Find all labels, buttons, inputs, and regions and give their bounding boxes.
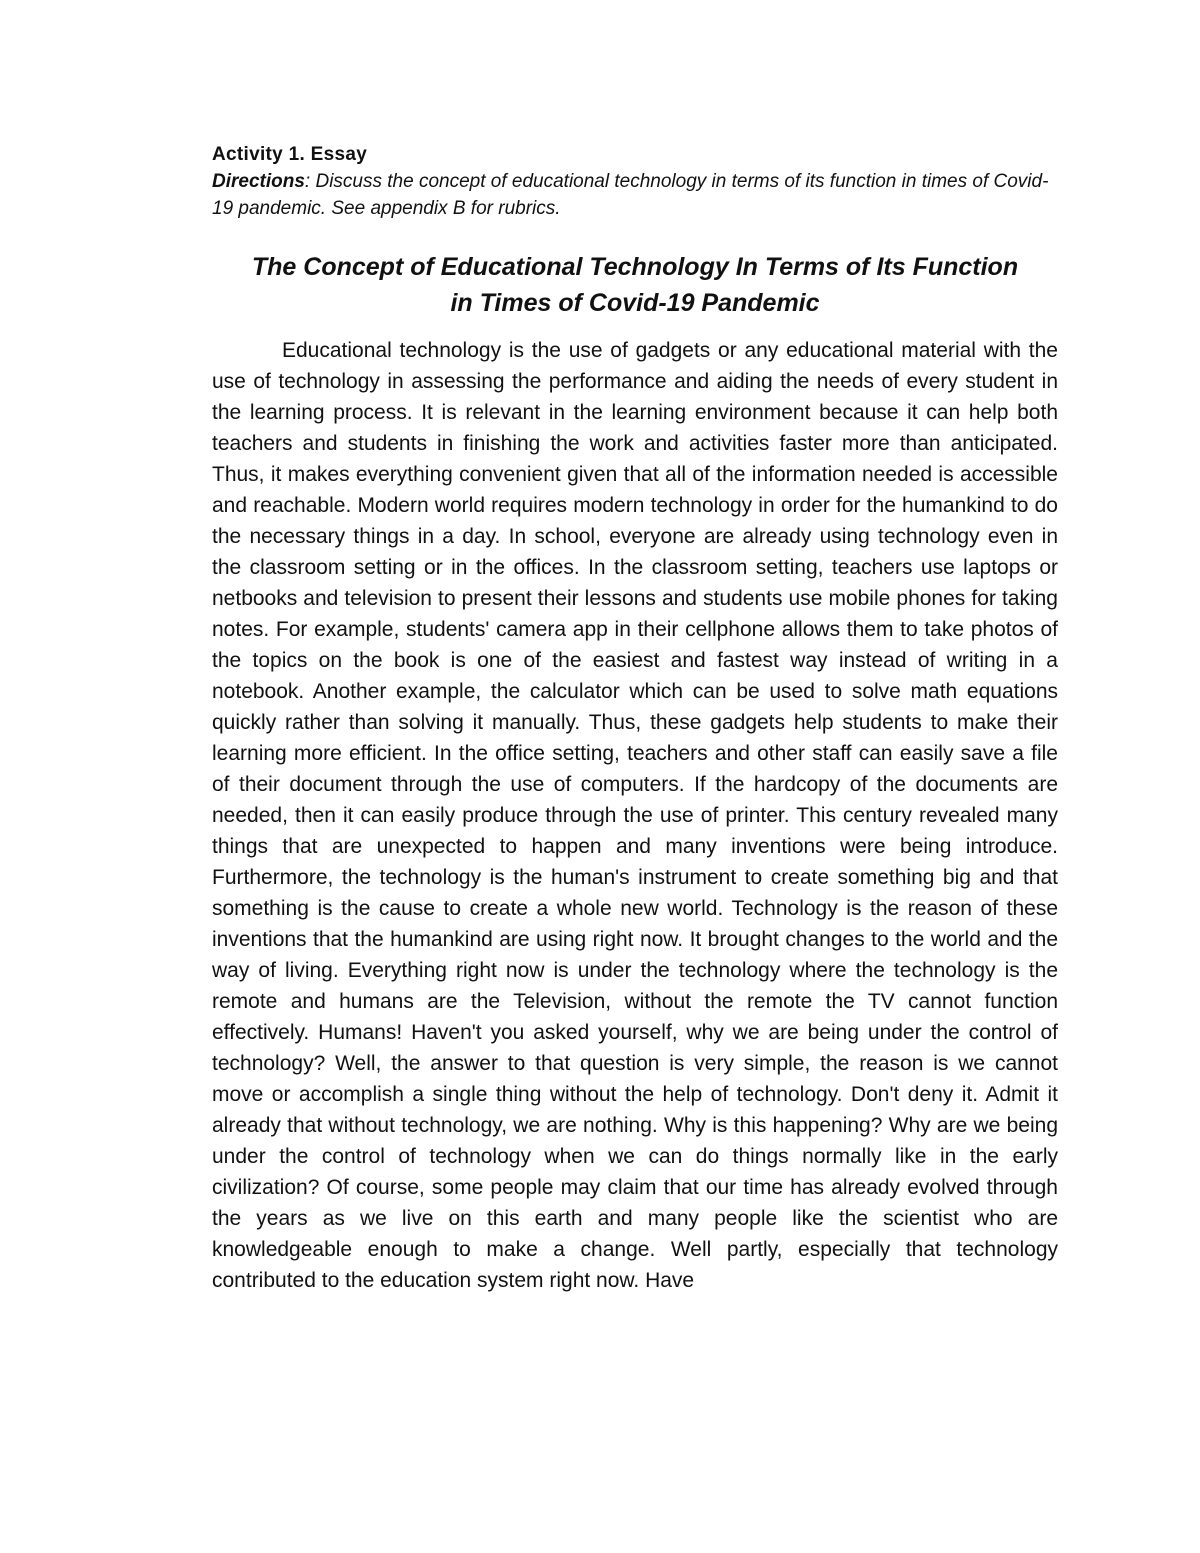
essay-title bbox=[212, 249, 1058, 321]
directions bbox=[212, 168, 1058, 222]
page-content bbox=[212, 141, 1058, 1296]
essay-title-line-1: The Concept of Educational Technology In Terms of Its Function bbox=[251, 253, 1019, 281]
activity-heading: Activity 1. Essay bbox=[212, 144, 368, 165]
essay-paragraph: Educational technology is the use of gadgets or any educational material with the use of technology in assessing the performance and aiding the needs of every student in the learning process. It is relevant in the learning environment because it can help both teachers and students in finishing the work and activities faster more than anticipated. Thus, it makes everything convenient given that all of the information needed is accessible and reachable. Modern world requires modern technology in order for the humankind to do the necessary things in a day. In school, everyone are already using technology even in the classroom setting or in the offices. In the classroom setting, teachers use laptops or netbooks and television to present their lessons and students use mobile phones for taking notes. For example, students' camera app in their cellphone allows them to take photos of the topics on the book is one of the easiest and fastest way instead of writing in a notebook. Another example, the calculator which can be used to solve math equations quickly rather than solving it manually. Thus, these gadgets help students to make their learning more efficient. In the office setting, teachers and other staff can easily save a file of their document through the use of computers. If the hardcopy of the documents are needed, then it can easily produce through the use of printer. This century revealed many things that are unexpected to happen and many inventions were being introduce. Furthermore, the technology is the human's instrument to create something big and that something is the cause to create a whole new world. Technology is the reason of these inventions that the humankind are using right now. It brought changes to the world and the way of living. Everything right now is under the technology where the technology is the remote and humans are the Television, without the remote the TV cannot function effectively. Humans! Haven't you asked yourself, why we are being under the control of technology? Well, the answer to that question is very simple, the reason is we cannot move or accomplish a single thing without the help of technology. Don't deny it. Admit it already that without technology, we are nothing. Why is this happening? Why are we being under the control of technology when we can do things normally like in the early civilization? Of course, some people may claim that our time has already evolved through the years as we live on this earth and many people like the scientist who are knowledgeable enough to make a change. Well partly, especially that technology contributed to the education system right now. Have bbox=[212, 339, 1058, 1292]
directions-label: Directions bbox=[212, 171, 305, 192]
essay-title-line-2: in Times of Covid-19 Pandemic bbox=[450, 289, 820, 317]
directions-text: : Discuss the concept of educational technology in terms of its function in times of Covid-19 pandemic. See appendix B for rubrics. bbox=[212, 171, 1049, 219]
